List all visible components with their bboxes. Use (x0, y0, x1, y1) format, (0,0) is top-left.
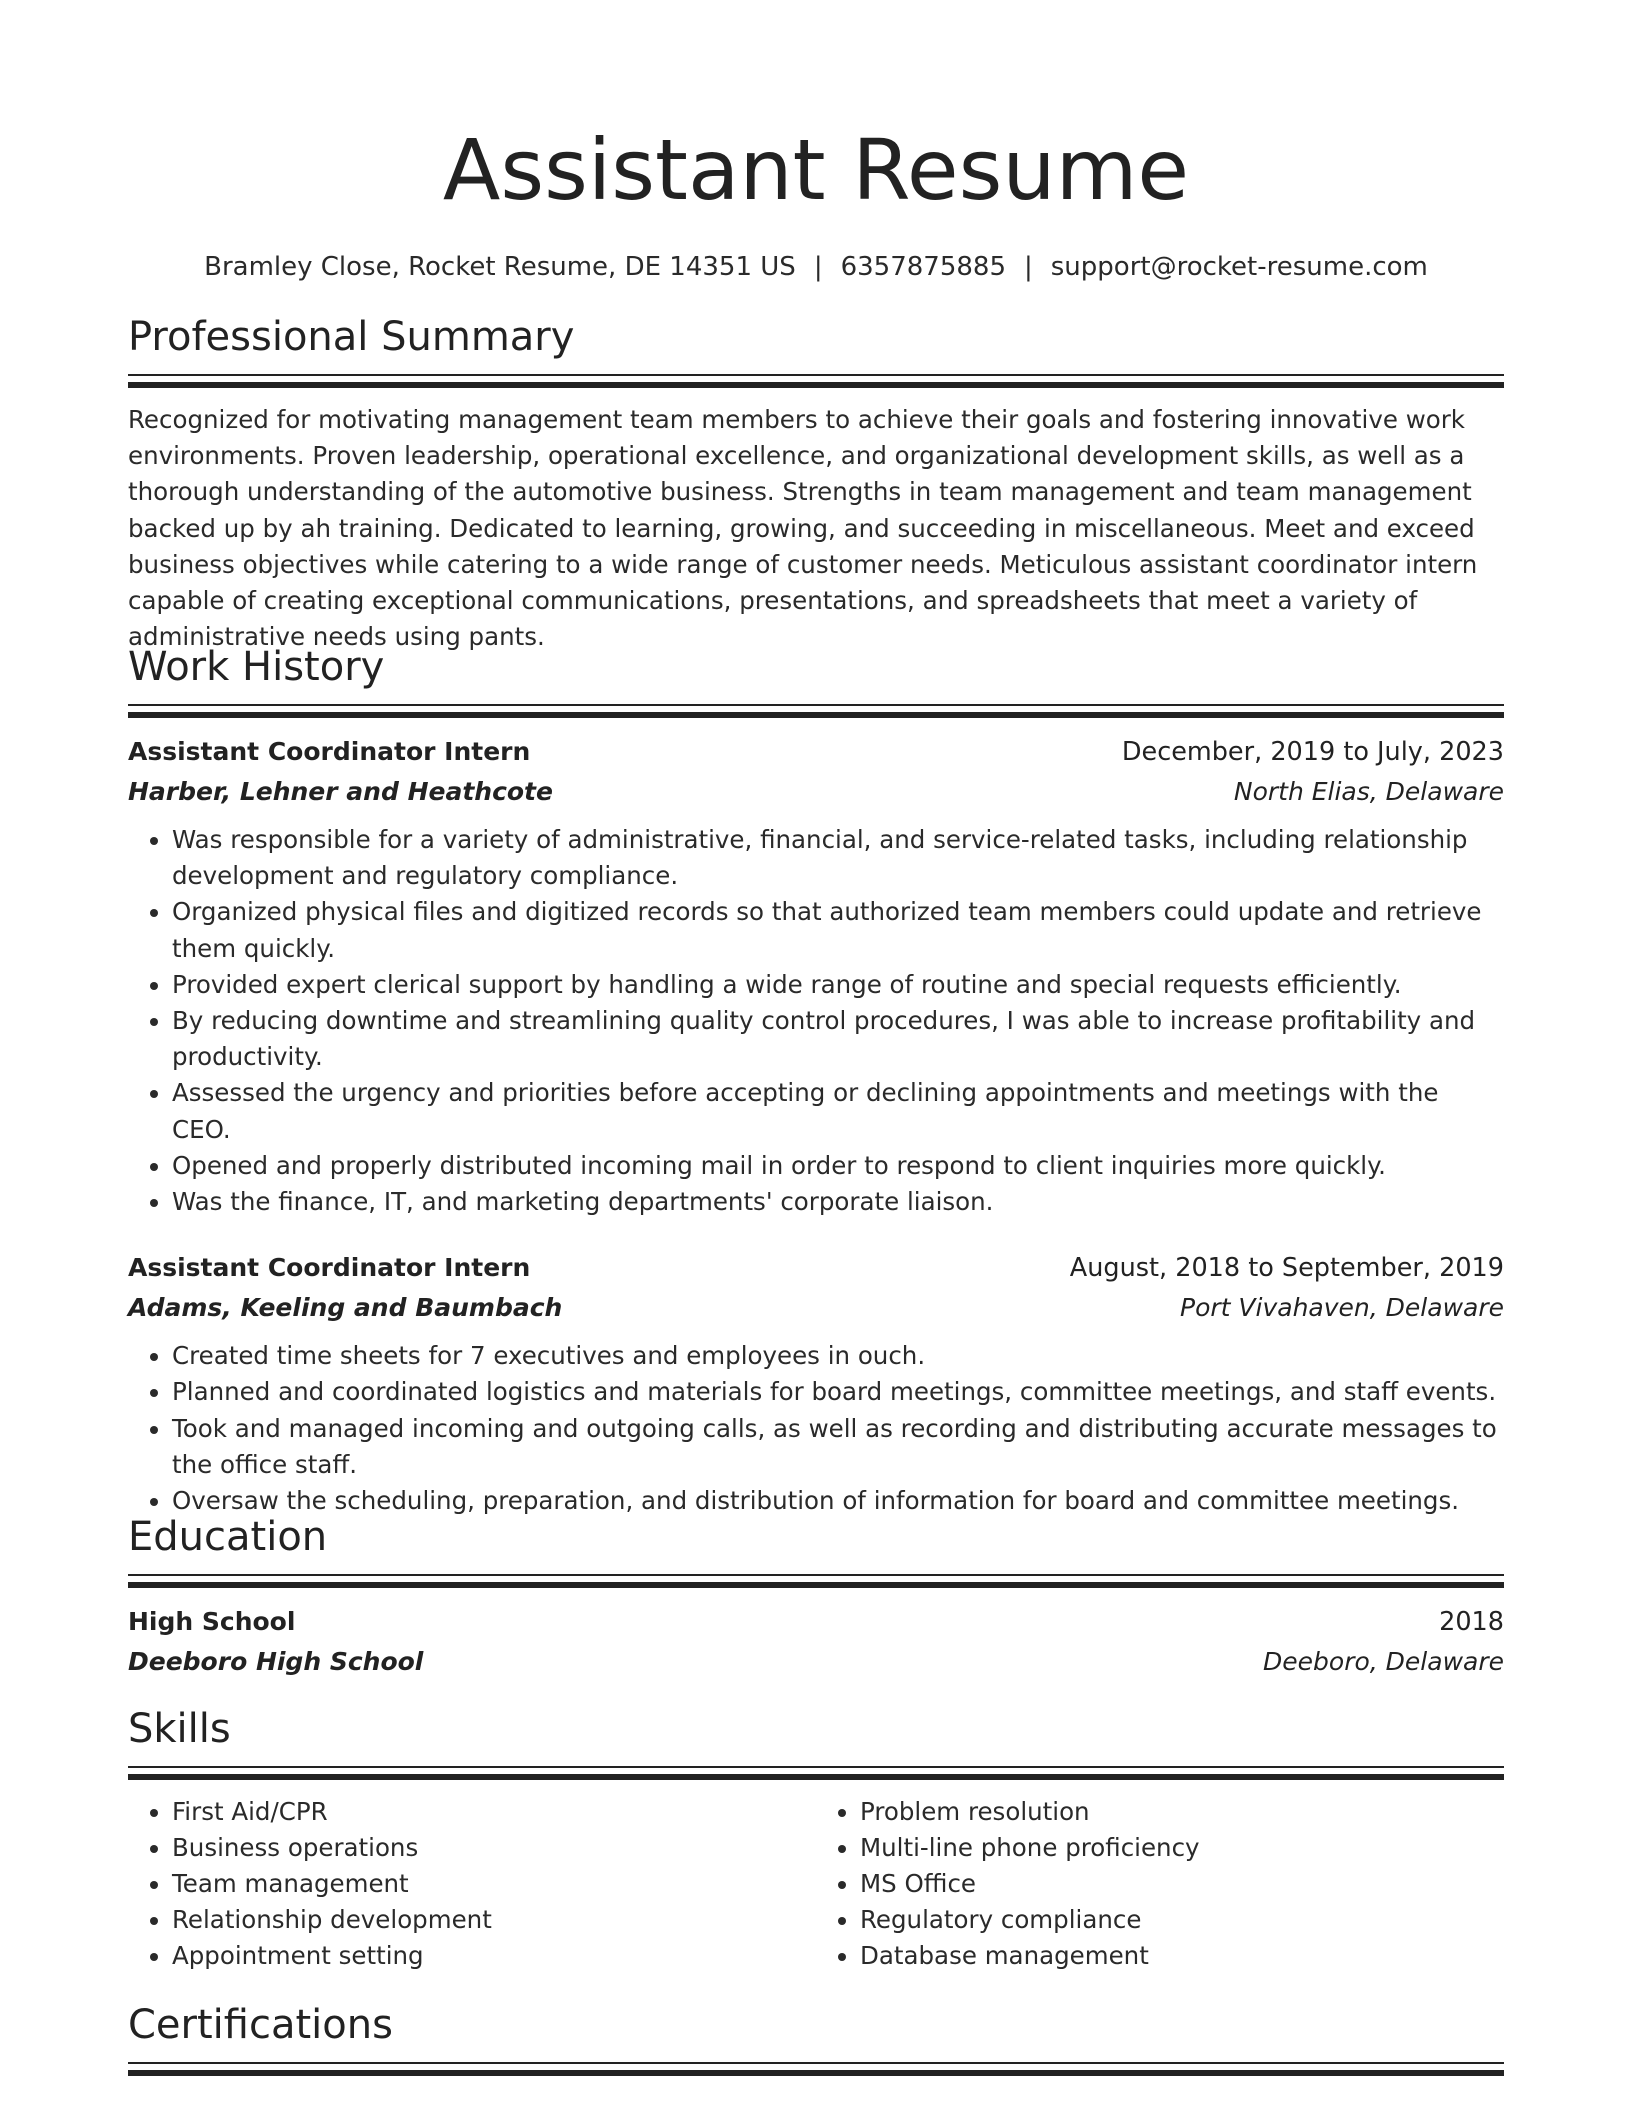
job-entry (128, 732, 1504, 1220)
list-item: • Appointment setting (172, 1938, 816, 1974)
education-school: Deeboro High School (128, 1647, 424, 1676)
section-heading-education: Education (128, 1514, 328, 1560)
education-school-row (128, 1642, 1504, 1682)
list-item: • Multi-line phone proficiency (860, 1830, 1504, 1866)
section-heading-summary: Professional Summary (128, 314, 575, 360)
skills-list-left (128, 1794, 816, 1974)
list-item: • Business operations (172, 1830, 816, 1866)
skills-list-right (816, 1794, 1504, 1974)
list-item: • Organized physical files and digitized records so that authorized team members could update and retrieve them quickly. (172, 894, 1504, 966)
job-bullets (128, 822, 1504, 1220)
contact-email: support@rocket-resume.com (1050, 252, 1428, 282)
list-item: • Provided expert clerical support by handling a wide range of routine and special requests efficiently. (172, 967, 1504, 1003)
certifications-section (128, 2000, 1504, 2082)
section-divider (128, 1766, 1504, 1786)
job-dates: August, 2018 to September, 2019 (1069, 1253, 1504, 1284)
section-heading-certifications: Certifications (128, 2002, 393, 2048)
list-item: • Relationship development (172, 1902, 816, 1938)
job-location: North Elias, Delaware (1233, 777, 1504, 806)
education-year: 2018 (1439, 1607, 1504, 1637)
list-item: • Problem resolution (860, 1794, 1504, 1830)
job-location: Port Vivahaven, Delaware (1180, 1293, 1504, 1323)
list-item: • Was responsible for a variety of administrative, financial, and service-related tasks, including relationship development and regulatory compliance. (172, 822, 1504, 894)
section-divider (128, 1574, 1504, 1594)
summary-text: Recognized for motivating management team members to achieve their goals and fostering innovative work environments. Proven leadership, operational excellence, and organizational development skills, as well as a thorough understanding of the automotive business. Strengths in team management and team management backed up by ah training. Dedicated to learning, growing, and succeeding in miscellaneous. Meet and exceed business objectives while catering to a wide range of customer needs. Meticulous assistant coordinator intern capable of creating exceptional communications, presentations, and spreadsheets that meet a variety of administrative needs using pants. (128, 405, 1478, 652)
job-company: Harber, Lehner and Heathcote (128, 777, 553, 806)
education-header-row (128, 1602, 1504, 1642)
section-divider (128, 704, 1504, 724)
list-item: • Created time sheets for 7 executives and employees in ouch. (172, 1338, 1504, 1374)
section-divider (128, 2062, 1504, 2082)
job-entry (128, 1248, 1504, 1519)
list-item: • MS Office (860, 1866, 1504, 1902)
list-item: • Opened and properly distributed incoming mail in order to respond to client inquiries more quickly. (172, 1148, 1504, 1184)
skills-section (128, 1704, 1504, 1974)
list-item: • By reducing downtime and streamlining quality control procedures, I was able to increase profitability and productivity. (172, 1003, 1504, 1075)
page-title: Assistant Resume (442, 121, 1190, 219)
job-bullets (128, 1338, 1504, 1519)
section-heading-skills: Skills (128, 1706, 231, 1752)
list-item: • Oversaw the scheduling, preparation, and distribution of information for board and committee meetings. (172, 1483, 1504, 1519)
job-header-row (128, 1248, 1504, 1288)
job-company: Adams, Keeling and Baumbach (128, 1293, 563, 1323)
list-item: • Regulatory compliance (860, 1902, 1504, 1938)
section-divider (128, 374, 1504, 394)
contact-separator: | (813, 252, 823, 282)
list-item: • Team management (172, 1866, 816, 1902)
education-location: Deeboro, Delaware (1263, 1647, 1504, 1676)
job-company-row (128, 772, 1504, 812)
job-header-row (128, 732, 1504, 772)
section-heading-work: Work History (128, 644, 385, 690)
list-item: • Planned and coordinated logistics and materials for board meetings, committee meetings, and staff events. (172, 1374, 1504, 1410)
education-degree: High School (128, 1607, 296, 1636)
summary-section (128, 312, 1504, 655)
job-title: Assistant Coordinator Intern (128, 1253, 531, 1283)
list-item: • First Aid/CPR (172, 1794, 816, 1830)
job-title: Assistant Coordinator Intern (128, 737, 531, 766)
education-section (128, 1512, 1504, 1682)
contact-line (0, 250, 1632, 284)
work-history-section (128, 642, 1504, 1519)
list-item: • Was the finance, IT, and marketing departments' corporate liaison. (172, 1184, 1504, 1220)
list-item: • Assessed the urgency and priorities before accepting or declining appointments and meetings with the CEO. (172, 1075, 1504, 1147)
list-item: • Database management (860, 1938, 1504, 1974)
education-entry (128, 1602, 1504, 1682)
contact-separator: | (1024, 252, 1033, 282)
job-company-row (128, 1288, 1504, 1328)
resume-header (0, 120, 1632, 284)
job-dates: December, 2019 to July, 2023 (1121, 737, 1504, 767)
contact-phone: 6357875885 (840, 252, 1006, 282)
skills-columns (128, 1786, 1504, 1974)
contact-address: Bramley Close, Rocket Resume, DE 14351 US (204, 252, 796, 282)
list-item: • Took and managed incoming and outgoing calls, as well as recording and distributing accurate messages to the office staff. (172, 1411, 1504, 1483)
